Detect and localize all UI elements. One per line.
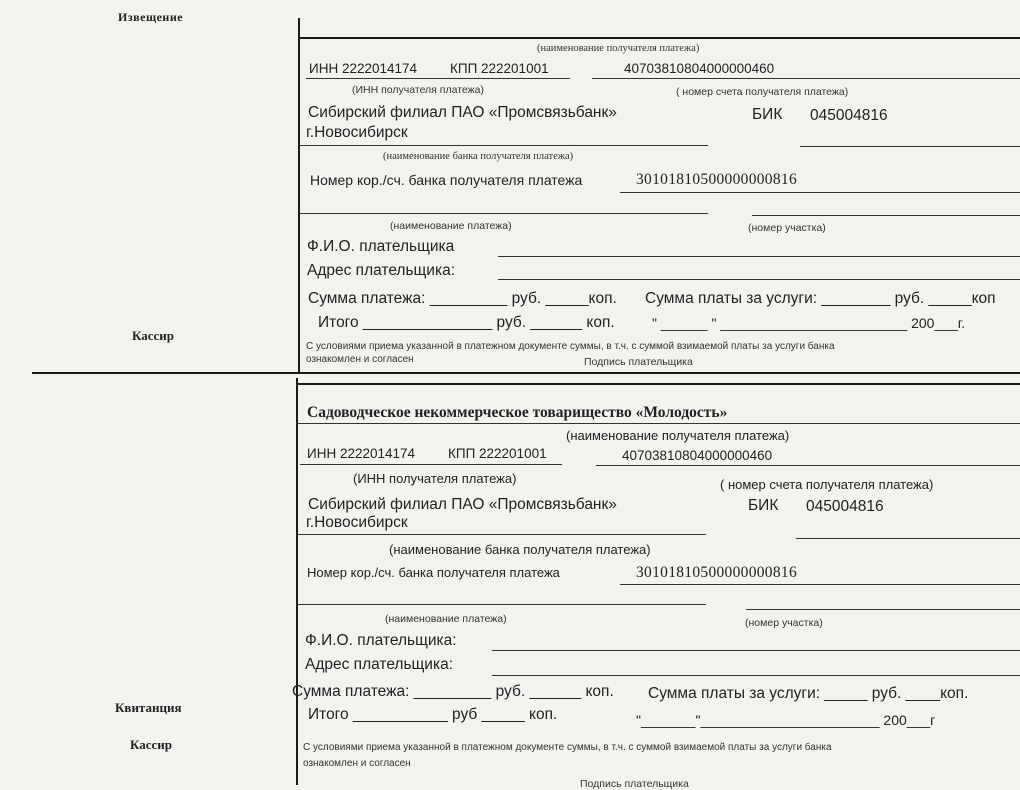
top-payer-name-line (498, 256, 1020, 257)
top-plot-caption: (номер участка) (748, 222, 826, 234)
bottom-recipient-name-caption: (наименование получателя платежа) (566, 428, 790, 443)
bottom-bank-line2: г.Новосибирск (306, 514, 408, 531)
bottom-bik-value: 045004816 (806, 498, 884, 515)
top-plot-underline (752, 215, 1020, 216)
top-account-caption: ( номер счета получателя платежа) (676, 86, 849, 98)
bottom-header-rule (296, 383, 1020, 385)
bottom-payer-address-label: Адрес плательщика: (305, 656, 454, 673)
top-terms-line1: С условиями приема указанной в платежном документе суммы, в т.ч. с суммой взимаемой платы за услуги банка (306, 341, 835, 352)
bottom-service-line: Сумма платы за услуги: _____ руб. ____коп. (648, 685, 969, 702)
top-account-underline (592, 78, 1020, 79)
top-header-rule (298, 37, 1020, 39)
top-inn-underline (306, 78, 570, 79)
top-payer-address-label: Адрес плательщика: (307, 262, 456, 279)
top-payer-address-line (498, 279, 1020, 280)
top-corr-label: Номер кор./сч. банка получателя платежа (310, 172, 583, 188)
bottom-bank-line1: Сибирский филиал ПАО «Промсвязьбанк» (308, 496, 617, 513)
top-bik-underline (800, 146, 1020, 147)
bottom-account-underline (596, 465, 1020, 466)
top-payer-name-label: Ф.И.О. плательщика (307, 238, 455, 255)
top-account: 40703810804000000460 (624, 61, 775, 76)
bottom-account-caption: ( номер счета получателя платежа) (720, 477, 934, 492)
bottom-payment-caption: (наименование платежа) (385, 613, 507, 625)
top-recipient-name-caption: (наименование получателя платежа) (537, 43, 700, 54)
top-corr-underline (620, 192, 1020, 193)
top-kpp: КПП 222201001 (450, 61, 549, 76)
bottom-inn-underline (300, 464, 562, 465)
bottom-corr-label: Номер кор./сч. банка получателя платежа (307, 565, 560, 580)
bottom-corr-value: 30101810500000000816 (636, 564, 797, 581)
bottom-inn-caption: (ИНН получателя платежа) (353, 471, 517, 486)
bottom-bank-underline (296, 534, 706, 535)
top-bik-value: 045004816 (810, 107, 888, 124)
top-inn-caption: (ИНН получателя платежа) (352, 84, 484, 96)
bottom-bik-underline (796, 538, 1020, 539)
top-signature-label: Подпись плательщика (584, 356, 693, 368)
bottom-org-underline (296, 423, 1020, 424)
bottom-signature-label: Подпись плательщика (580, 778, 689, 790)
bottom-payer-name-label: Ф.И.О. плательщика: (305, 632, 457, 649)
top-inn: ИНН 2222014174 (309, 61, 418, 76)
bottom-bank-caption: (наименование банка получателя платежа) (389, 542, 651, 557)
bottom-plot-caption: (номер участка) (745, 617, 823, 629)
bottom-sum-line: Сумма платежа: _________ руб. ______ коп. (292, 683, 614, 700)
top-bank-line2: г.Новосибирск (306, 124, 408, 141)
top-total-line: Итого _______________ руб. ______ коп. (318, 314, 615, 331)
bottom-date-line: "_______"_______________________ 200___г (636, 712, 936, 728)
bottom-kpp: КПП 222201001 (448, 446, 547, 461)
section-separator (32, 372, 1020, 374)
bottom-terms-line1: С условиями приема указанной в платежном документе суммы, в т.ч. с суммой взимаемой платы за услуги банка (303, 742, 832, 753)
notice-label: Извещение (118, 10, 184, 24)
top-terms-line2: ознакомлен и согласен (306, 354, 414, 365)
receipt-label: Квитанция (115, 700, 182, 715)
bottom-bik-label: БИК (748, 497, 779, 514)
bottom-terms-line2: ознакомлен и согласен (303, 758, 411, 769)
top-sum-line: Сумма платежа: _________ руб. _____коп. (308, 290, 617, 307)
cashier-label-top: Кассир (132, 328, 175, 343)
bottom-corr-underline (620, 584, 1020, 585)
bottom-inn: ИНН 2222014174 (307, 446, 416, 461)
bottom-payer-name-line (492, 650, 1020, 651)
bottom-vertical-divider (296, 378, 298, 785)
top-bank-line1: Сибирский филиал ПАО «Промсвязьбанк» (308, 104, 617, 121)
top-payment-underline (298, 213, 708, 214)
bottom-org-name: Садоводческое некоммерческое товарищество «Молодость» (307, 404, 728, 421)
bottom-payment-underline (296, 604, 706, 605)
bottom-payer-address-line (492, 675, 1020, 676)
top-payment-caption: (наименование платежа) (390, 220, 512, 232)
top-date-line: " ______ " ________________________ 200___г. (652, 315, 966, 331)
bottom-plot-underline (746, 609, 1020, 610)
bottom-account: 40703810804000000460 (622, 448, 773, 463)
bottom-total-line: Итого ___________ руб _____ коп. (308, 706, 558, 723)
top-bik-label: БИК (752, 106, 783, 123)
top-service-line: Сумма платы за услуги: ________ руб. _____коп (645, 290, 996, 307)
top-bank-underline (298, 145, 708, 146)
top-vertical-divider (298, 18, 300, 374)
top-bank-caption: (наименование банка получателя платежа) (383, 151, 574, 162)
top-corr-value: 30101810500000000816 (636, 171, 797, 188)
cashier-label-bottom: Кассир (130, 737, 173, 752)
